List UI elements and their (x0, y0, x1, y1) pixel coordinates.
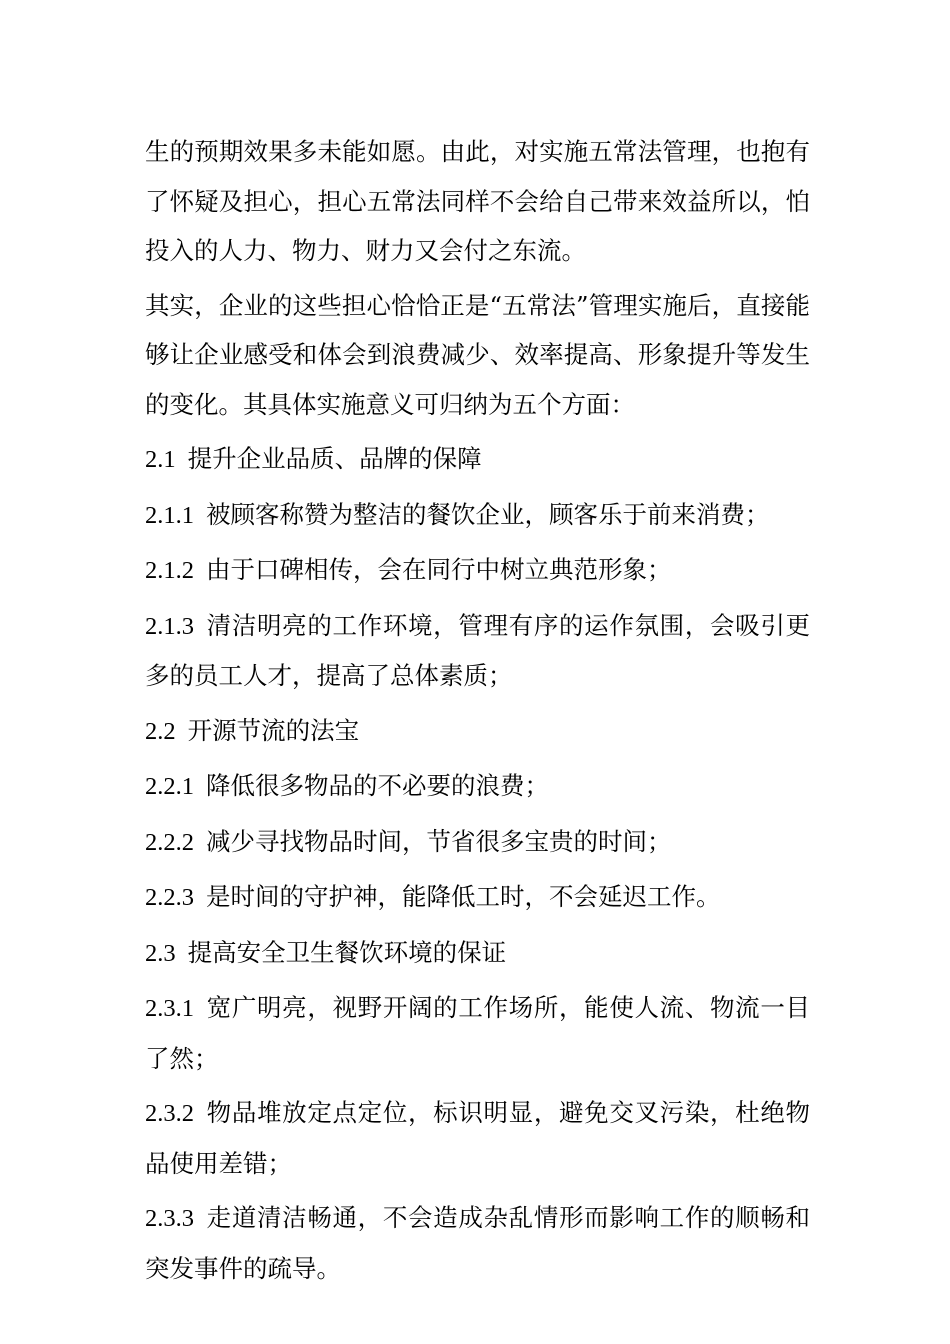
section-title: 提升企业品质、品牌的保障 (187, 444, 482, 473)
item-2-2-2 (145, 817, 810, 868)
document-page (145, 127, 810, 1298)
item-number: 2.1.2 (145, 557, 194, 584)
item-2-2-1 (145, 761, 810, 812)
section-number: 2.3 (145, 939, 176, 967)
item-2-3-2 (145, 1088, 810, 1188)
section-number: 2.1 (145, 446, 176, 473)
item-2-3-3 (145, 1193, 810, 1293)
section-heading-2-3 (145, 928, 810, 979)
item-number: 2.1.1 (145, 501, 194, 529)
item-text: 减少寻找物品时间，节省很多宝贵的时间； (206, 826, 672, 856)
paragraph-1-text: 生的预期效果多未能如愿。由此，对实施五常法管理，也抱有了怀疑及担心，担心五常法同样不会给自己带来效益所以，怕投入的人力、物力、财力又会付之东流。 (145, 137, 810, 265)
item-number: 2.3.2 (145, 1100, 194, 1127)
item-2-1-3 (145, 601, 810, 701)
paragraph-1 (145, 127, 810, 276)
item-number: 2.2.2 (145, 828, 194, 856)
item-number: 2.3.1 (145, 995, 194, 1022)
item-2-1-2 (145, 545, 810, 596)
item-text: 宽广明亮，视野开阔的工作场所，能使人流、物流一目了然； (145, 993, 810, 1073)
item-number: 2.2.1 (145, 773, 194, 800)
item-text: 走道清洁畅通，不会造成杂乱情形而影响工作的顺畅和突发事件的疏导。 (145, 1203, 810, 1283)
section-title: 提高安全卫生餐饮环境的保证 (187, 937, 507, 967)
item-number: 2.1.3 (145, 612, 194, 640)
section-title: 开源节流的法宝 (187, 715, 360, 745)
item-number: 2.3.3 (145, 1205, 194, 1232)
item-text: 清洁明亮的工作环境，管理有序的运作氛围，会吸引更多的员工人才，提高了总体素质； (145, 610, 810, 690)
item-2-1-1 (145, 490, 810, 541)
item-text: 降低很多物品的不必要的浪费； (206, 771, 549, 800)
item-text: 是时间的守护神，能降低工时，不会延迟工作。 (206, 882, 721, 911)
item-2-3-1 (145, 983, 810, 1083)
item-text: 由于口碑相传，会在同行中树立典范形象； (206, 555, 672, 584)
item-text: 物品堆放定点定位，标识明显，避免交叉污染，杜绝物品使用差错； (145, 1098, 810, 1178)
item-number: 2.2.3 (145, 884, 194, 911)
item-text: 被顾客称赞为整洁的餐饮企业，顾客乐于前来消费； (206, 499, 770, 529)
section-heading-2-2 (145, 706, 810, 757)
section-number: 2.2 (145, 717, 176, 745)
paragraph-2 (145, 281, 810, 430)
section-heading-2-1 (145, 434, 810, 485)
item-2-2-3 (145, 872, 810, 923)
paragraph-2-text: 其实，企业的这些担心恰恰正是“五常法”管理实施后，直接能够让企业感受和体会到浪费减少、效率提高、形象提升等发生的变化。其具体实施意义可归纳为五个方面： (145, 290, 810, 419)
